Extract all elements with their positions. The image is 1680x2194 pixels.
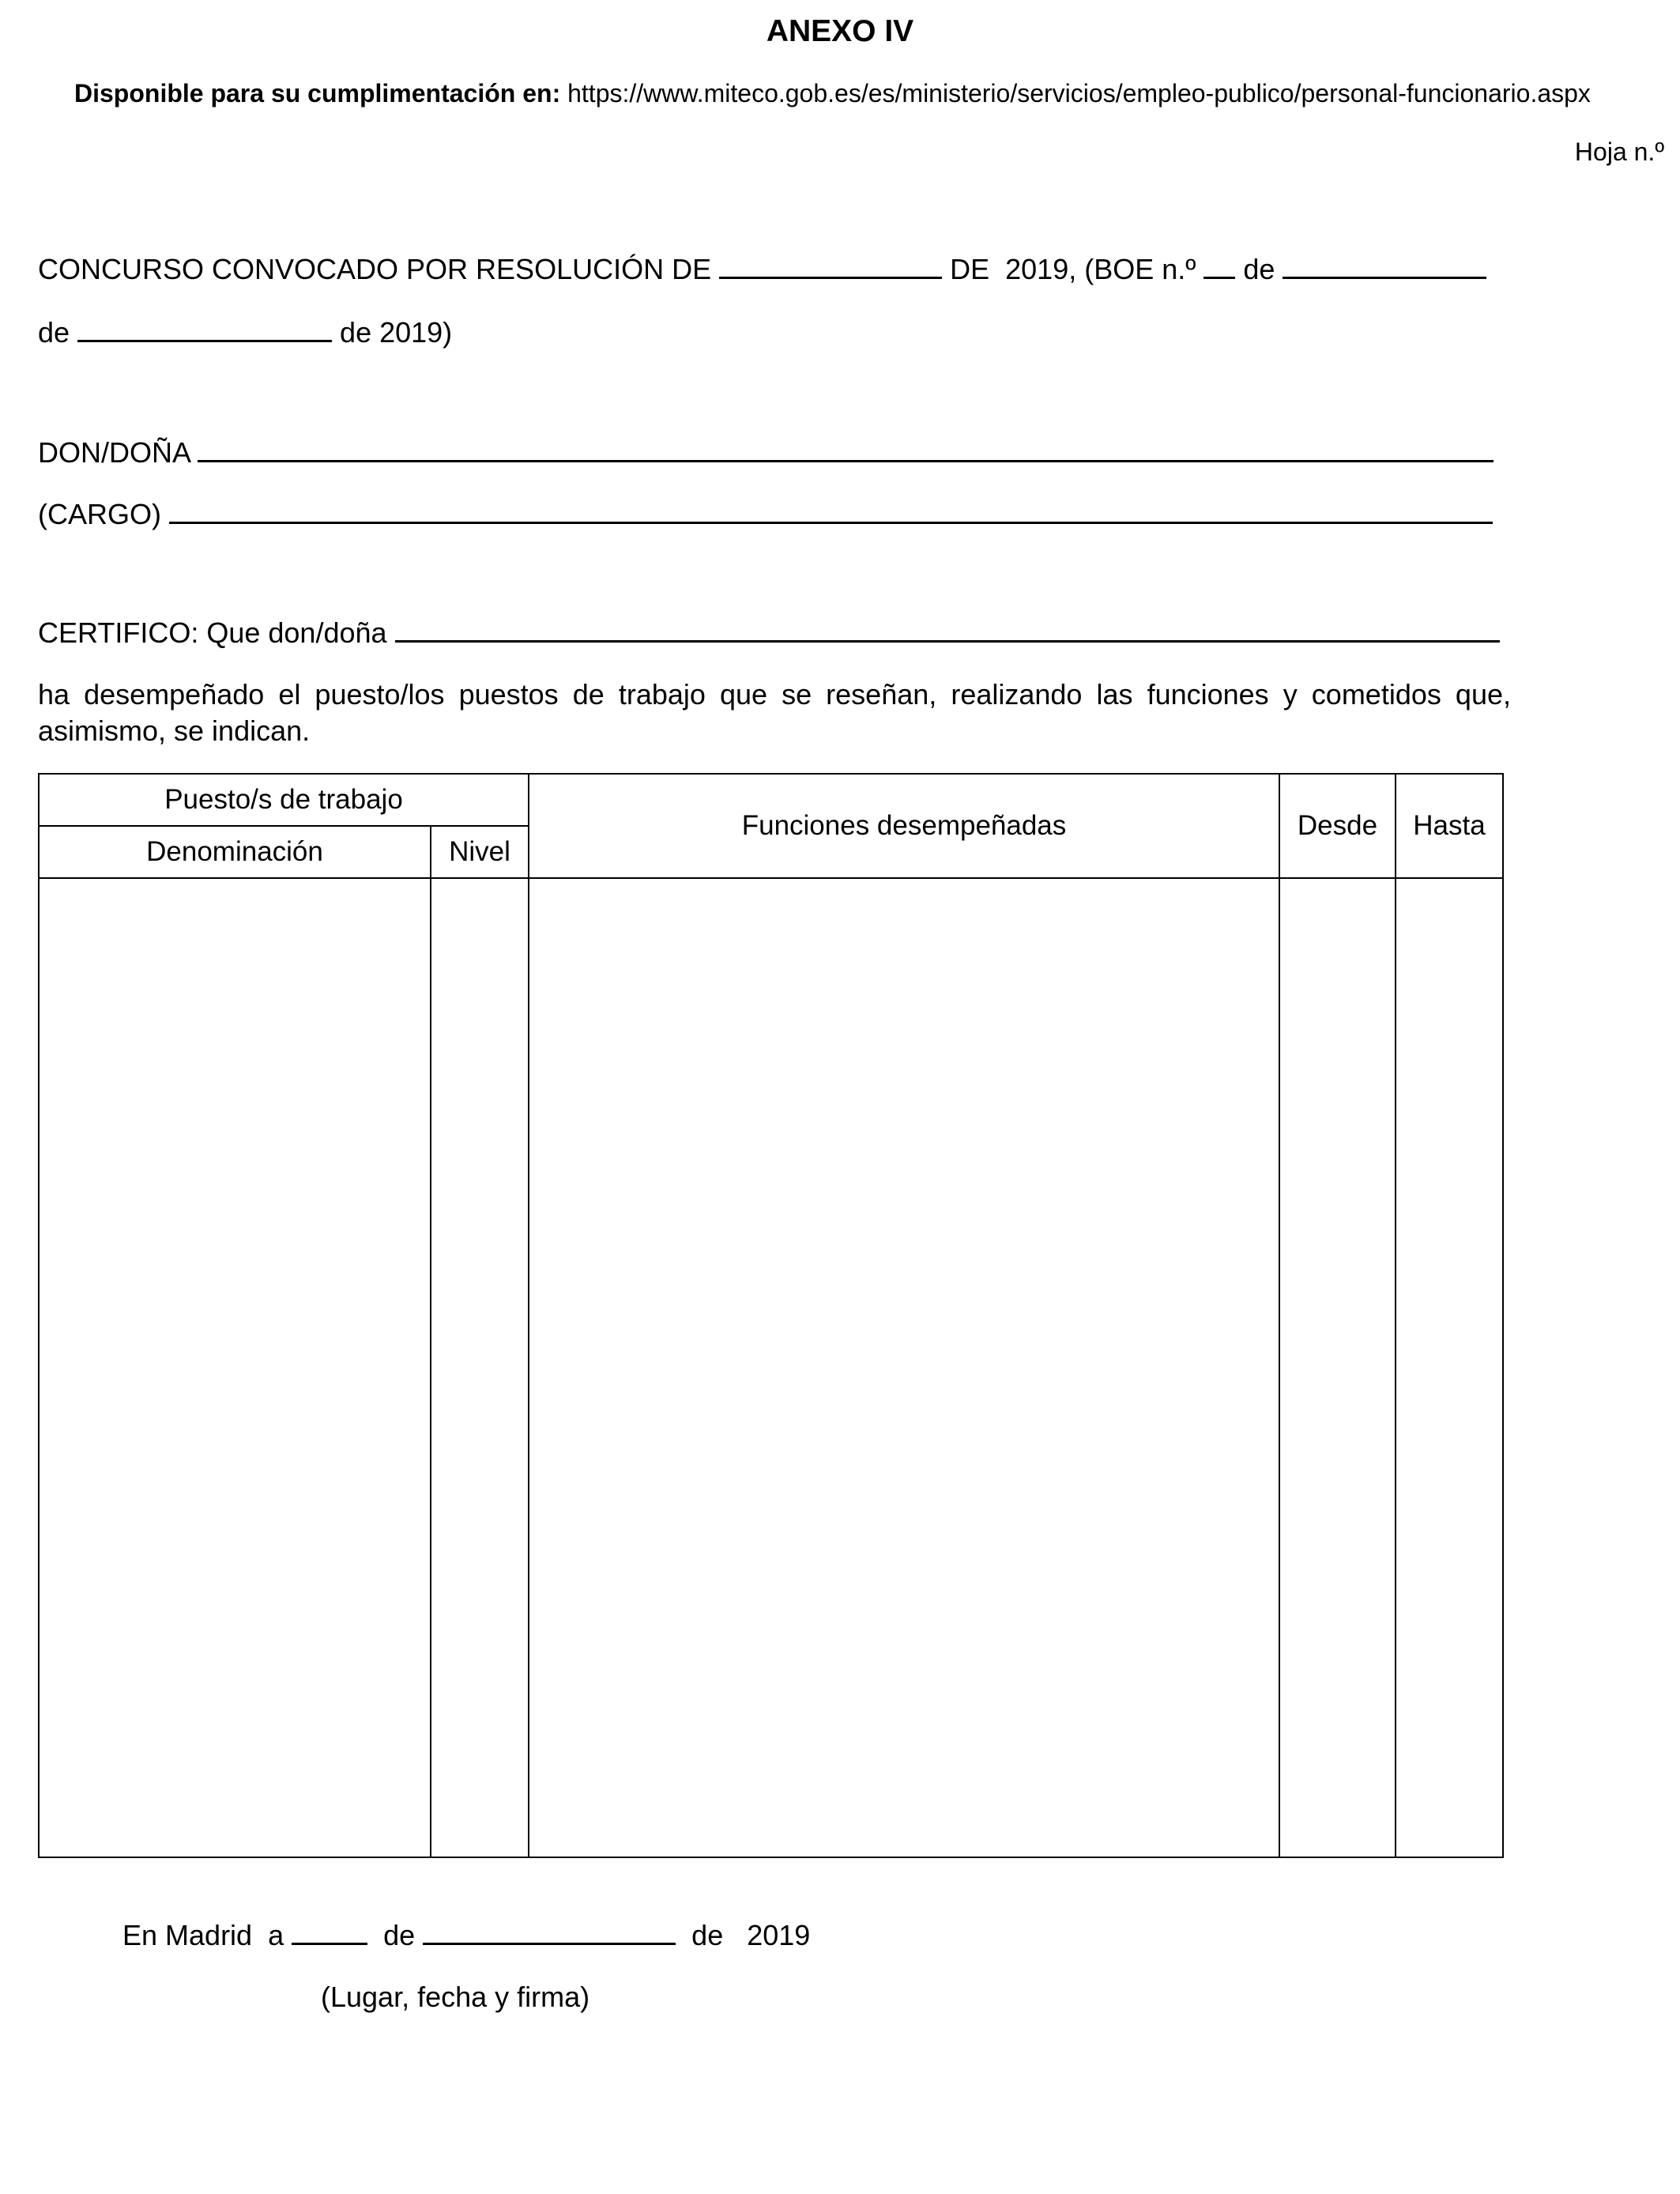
resolution-date-blank[interactable] [719,253,942,279]
signer-name-label: DON/DOÑA [38,436,198,469]
cell-hasta[interactable] [1396,878,1503,1857]
contest-de: de [1235,253,1283,285]
cell-nivel[interactable] [431,878,529,1857]
availability-line [74,79,1591,108]
certify-line [38,616,1500,650]
boe-day-blank[interactable] [1283,253,1486,279]
signature-caption: (Lugar, fecha y firma) [321,1981,590,2013]
header-nivel: Nivel [431,826,529,878]
availability-url[interactable]: https://www.miteco.gob.es/es/ministerio/servicios/empleo-publico/personal-funcionario.aspx [560,79,1591,107]
signature-month-blank[interactable] [423,1919,676,1945]
boe-number-blank[interactable] [1203,253,1235,279]
contest-line2-prefix: de [38,316,78,349]
availability-label: Disponible para su cumplimentación en: [74,79,561,107]
signer-position-blank[interactable] [169,498,1493,524]
signer-name-blank[interactable] [198,436,1494,462]
table-header-row-1 [39,774,1503,826]
signature-de-1: de [367,1919,424,1951]
certify-label: CERTIFICO: Que don/doña [38,616,395,649]
signer-name-line [38,436,1494,469]
boe-month-blank[interactable] [77,316,332,342]
header-denominacion: Denominación [39,826,431,878]
contest-mid: DE 2019, (BOE n.º [942,253,1204,285]
table-row [39,878,1503,1857]
cell-denominacion[interactable] [39,878,431,1857]
signature-place: En Madrid a [122,1919,292,1951]
document-title: ANEXO IV [766,14,914,48]
contest-line-2 [38,316,452,349]
cell-funciones[interactable] [529,878,1279,1857]
header-funciones: Funciones desempeñadas [529,774,1279,878]
signature-date-line [122,1919,810,1952]
signature-day-blank[interactable] [292,1919,367,1945]
certify-body: ha desempeñado el puesto/los puestos de trabajo que se reseñan, realizando las funciones y cometidos que, asimismo, se indican. [38,678,1511,747]
contest-prefix: CONCURSO CONVOCADO POR RESOLUCIÓN DE [38,253,720,285]
positions-table [38,773,1504,1858]
signer-position-line [38,498,1493,531]
header-hasta: Hasta [1396,774,1503,878]
header-desde: Desde [1279,774,1396,878]
signer-position-label: (CARGO) [38,498,169,530]
cell-desde[interactable] [1279,878,1396,1857]
header-puestos-group: Puesto/s de trabajo [39,774,529,826]
sheet-number-label: Hoja n.º [1574,138,1664,166]
contest-line-1 [38,253,1486,286]
contest-line2-suffix: de 2019) [332,316,453,349]
signature-de-2: de 2019 [676,1919,811,1951]
certified-person-blank[interactable] [395,616,1500,643]
